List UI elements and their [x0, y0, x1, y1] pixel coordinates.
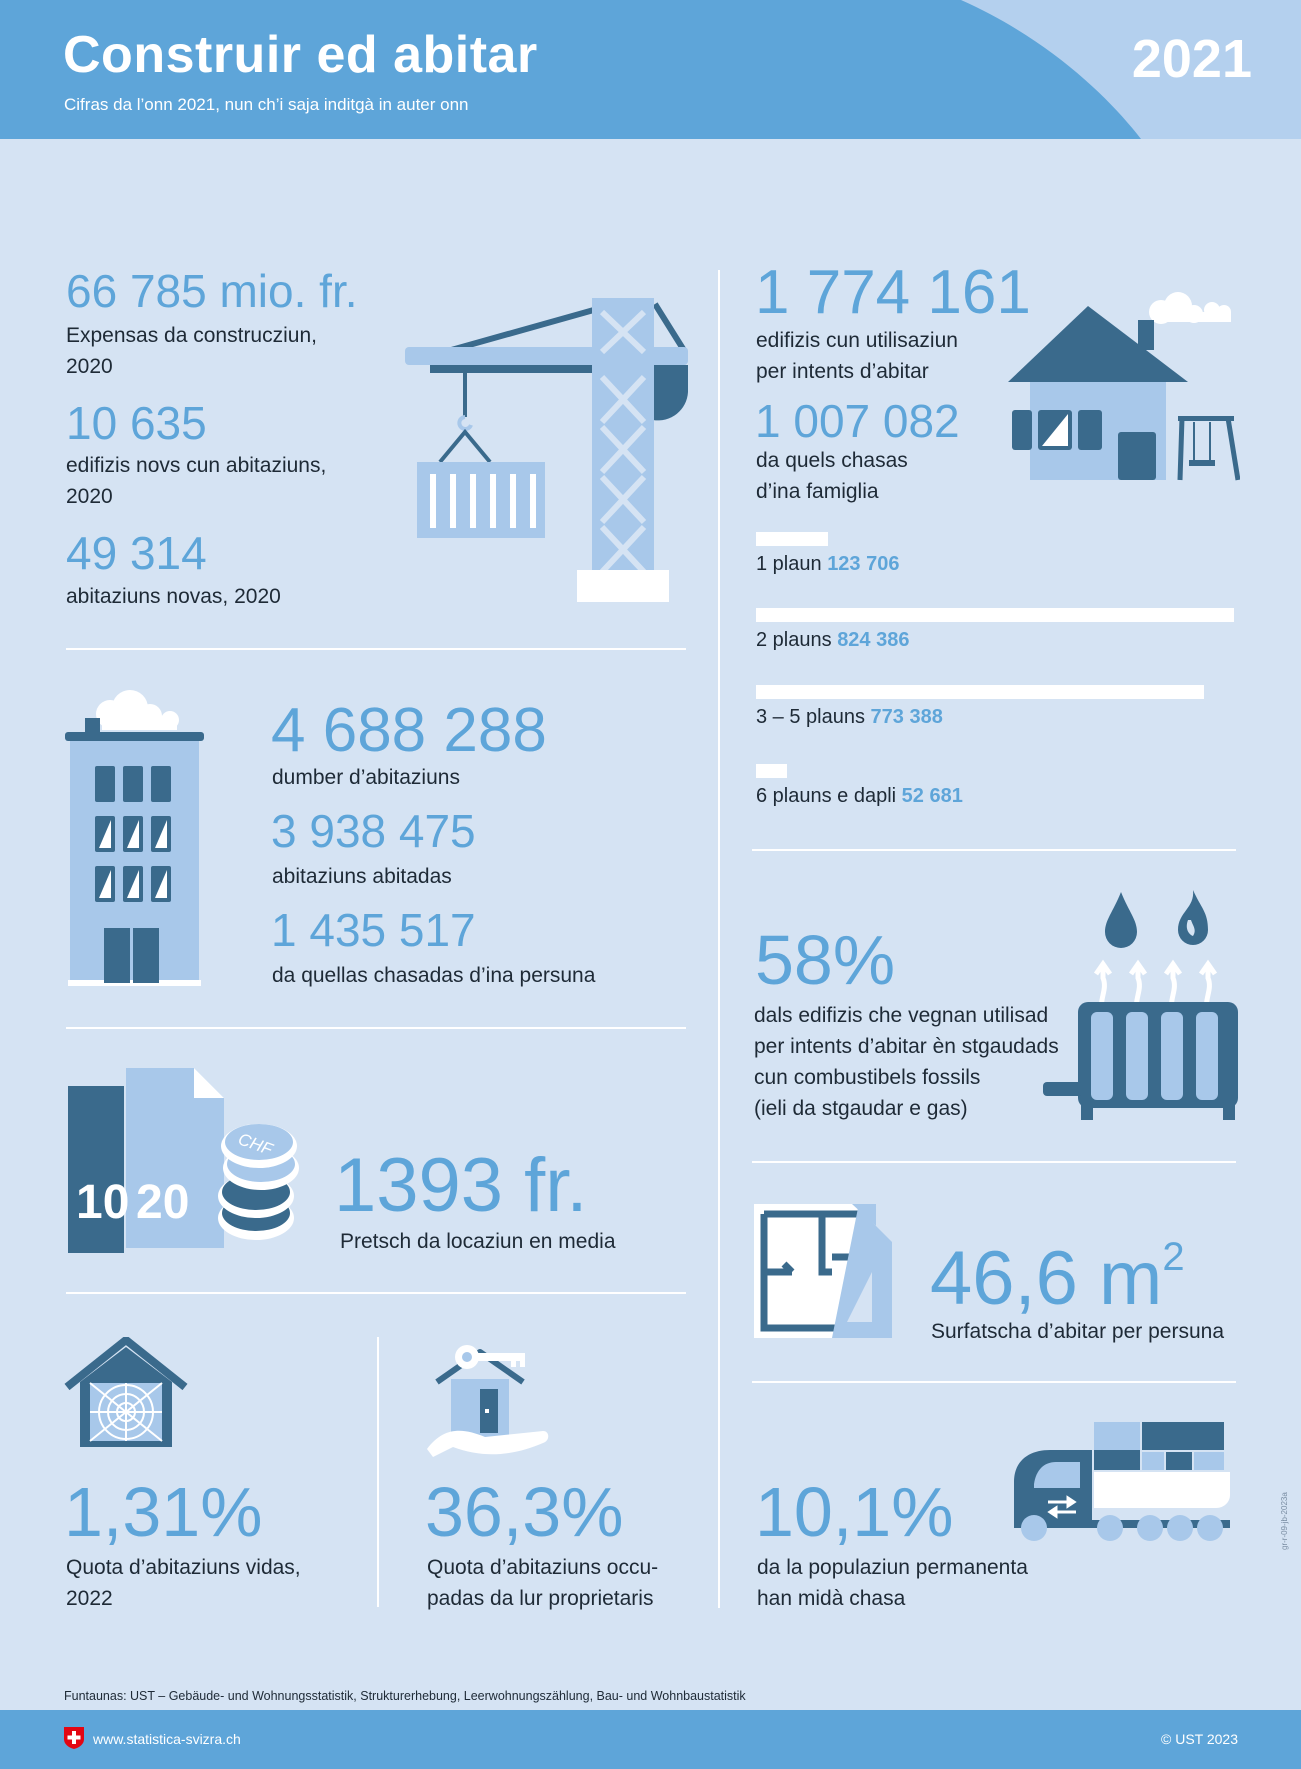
divider: [66, 1292, 686, 1294]
website-link[interactable]: www.statistica-svizra.ch: [93, 1731, 241, 1747]
dwellings-inhabited-value: 3 938 475: [271, 805, 476, 857]
house-key-hand-icon: [425, 1337, 550, 1462]
residential-total-label: edifizis cun utilisaziun per intents d’abitar: [756, 329, 958, 383]
dwellings-single-value: 1 435 517: [271, 904, 476, 956]
heating-label: dals edifizis che vegnan utilisad per intents d’abitar èn stgaudads cun combustibels fossils (ieli da stgaudar e gas): [754, 1004, 1059, 1120]
moving-truck-icon: [1010, 1420, 1232, 1542]
single-family-label: da quels chasas d’ina famiglia: [756, 449, 908, 503]
crane-icon: [405, 292, 690, 604]
sources-note: Funtaunas: UST – Gebäude- und Wohnungsstatistik, Strukturerhebung, Leerwohnungszählung, Bau- und Wohnbaustatistik: [64, 1689, 746, 1703]
dwellings-total-label: dumber d’abitaziuns: [272, 766, 460, 789]
owners-value: 36,3%: [425, 1473, 624, 1551]
document-code: gr-r-09-jb-2023a: [1280, 1492, 1289, 1550]
residential-total-value: 1 774 161: [755, 258, 1031, 327]
footer-bar: [0, 1710, 1301, 1769]
center-divider: [718, 270, 720, 1608]
floor-plan-icon: [752, 1202, 894, 1342]
floor-label-2: 2 plauns 824 386: [756, 629, 910, 651]
dwellings-inhabited-label: abitaziuns abitadas: [272, 865, 452, 888]
heating-value: 58%: [755, 921, 896, 999]
floor-label-4: 6 plauns e dapli 52 681: [756, 785, 963, 807]
expenses-label: Expensas da construcziun, 2020: [66, 324, 317, 378]
page-year: 2021: [1131, 29, 1252, 89]
divider: [66, 648, 686, 650]
floor-label-1: 1 plaun 123 706: [756, 553, 900, 575]
new-buildings-label: edifizis novs cun abitaziuns, 2020: [66, 454, 327, 508]
gas-flame-icon: [1178, 890, 1208, 945]
divider: [752, 1381, 1236, 1383]
single-family-value: 1 007 082: [755, 395, 960, 447]
banknote-20-label: 20: [136, 1176, 190, 1229]
expenses-value: 66 785 mio. fr.: [66, 265, 358, 317]
swiss-shield-icon: [64, 1727, 84, 1749]
page-subtitle: Cifras da l’onn 2021, nun ch’i saja inditgà in auter onn: [64, 95, 469, 114]
divider: [66, 1027, 686, 1029]
new-dwellings-label: abitaziuns novas, 2020: [66, 585, 281, 608]
new-dwellings-value: 49 314: [66, 527, 207, 579]
banknotes-coins-icon: [66, 1068, 302, 1253]
vacancy-value: 1,31%: [64, 1473, 263, 1551]
moved-value: 10,1%: [755, 1473, 954, 1551]
coin-chf-label: CHF: [235, 1129, 276, 1160]
oil-drop-icon: [1105, 892, 1137, 948]
floor-bar-2: [756, 608, 1234, 622]
moved-label: da la populaziun permanenta han midà chasa: [757, 1556, 1028, 1610]
single-family-house-swing-icon: [1008, 292, 1240, 492]
page-title: Construir ed abitar: [63, 26, 538, 84]
divider: [752, 1161, 1236, 1163]
vacancy-label: Quota d’abitaziuns vidas, 2022: [66, 1556, 301, 1610]
copyright: © UST 2023: [1161, 1731, 1238, 1747]
square-superscript: 2: [1162, 1235, 1185, 1279]
rent-value: 1393 fr.: [334, 1143, 588, 1228]
banknote-10-label: 10: [76, 1176, 130, 1229]
floor-bar-4: [756, 764, 787, 778]
column-divider: [377, 1337, 379, 1607]
living-space-value: 46,6 $m^2$: [930, 1235, 1185, 1321]
dwellings-total-value: 4 688 288: [271, 696, 547, 765]
radiator-heating-icon: [1043, 890, 1238, 1122]
empty-house-cobweb-icon: [64, 1337, 188, 1450]
owners-label: Quota d’abitaziuns occu- padas da lur proprietaris: [427, 1556, 659, 1610]
dwellings-single-label: da quellas chasadas d’ina persuna: [272, 964, 596, 987]
floor-bar-1: [756, 532, 828, 546]
new-buildings-value: 10 635: [66, 397, 207, 449]
rent-label: Pretsch da locaziun en media: [340, 1230, 616, 1253]
living-space-label: Surfatscha d’abitar per persuna: [931, 1320, 1225, 1343]
floor-label-3: 3 – 5 plauns 773 388: [756, 706, 943, 728]
header-banner: [0, 0, 1301, 139]
apartment-building-icon: [62, 688, 207, 986]
divider: [752, 849, 1236, 851]
floor-bar-3: [756, 685, 1204, 699]
